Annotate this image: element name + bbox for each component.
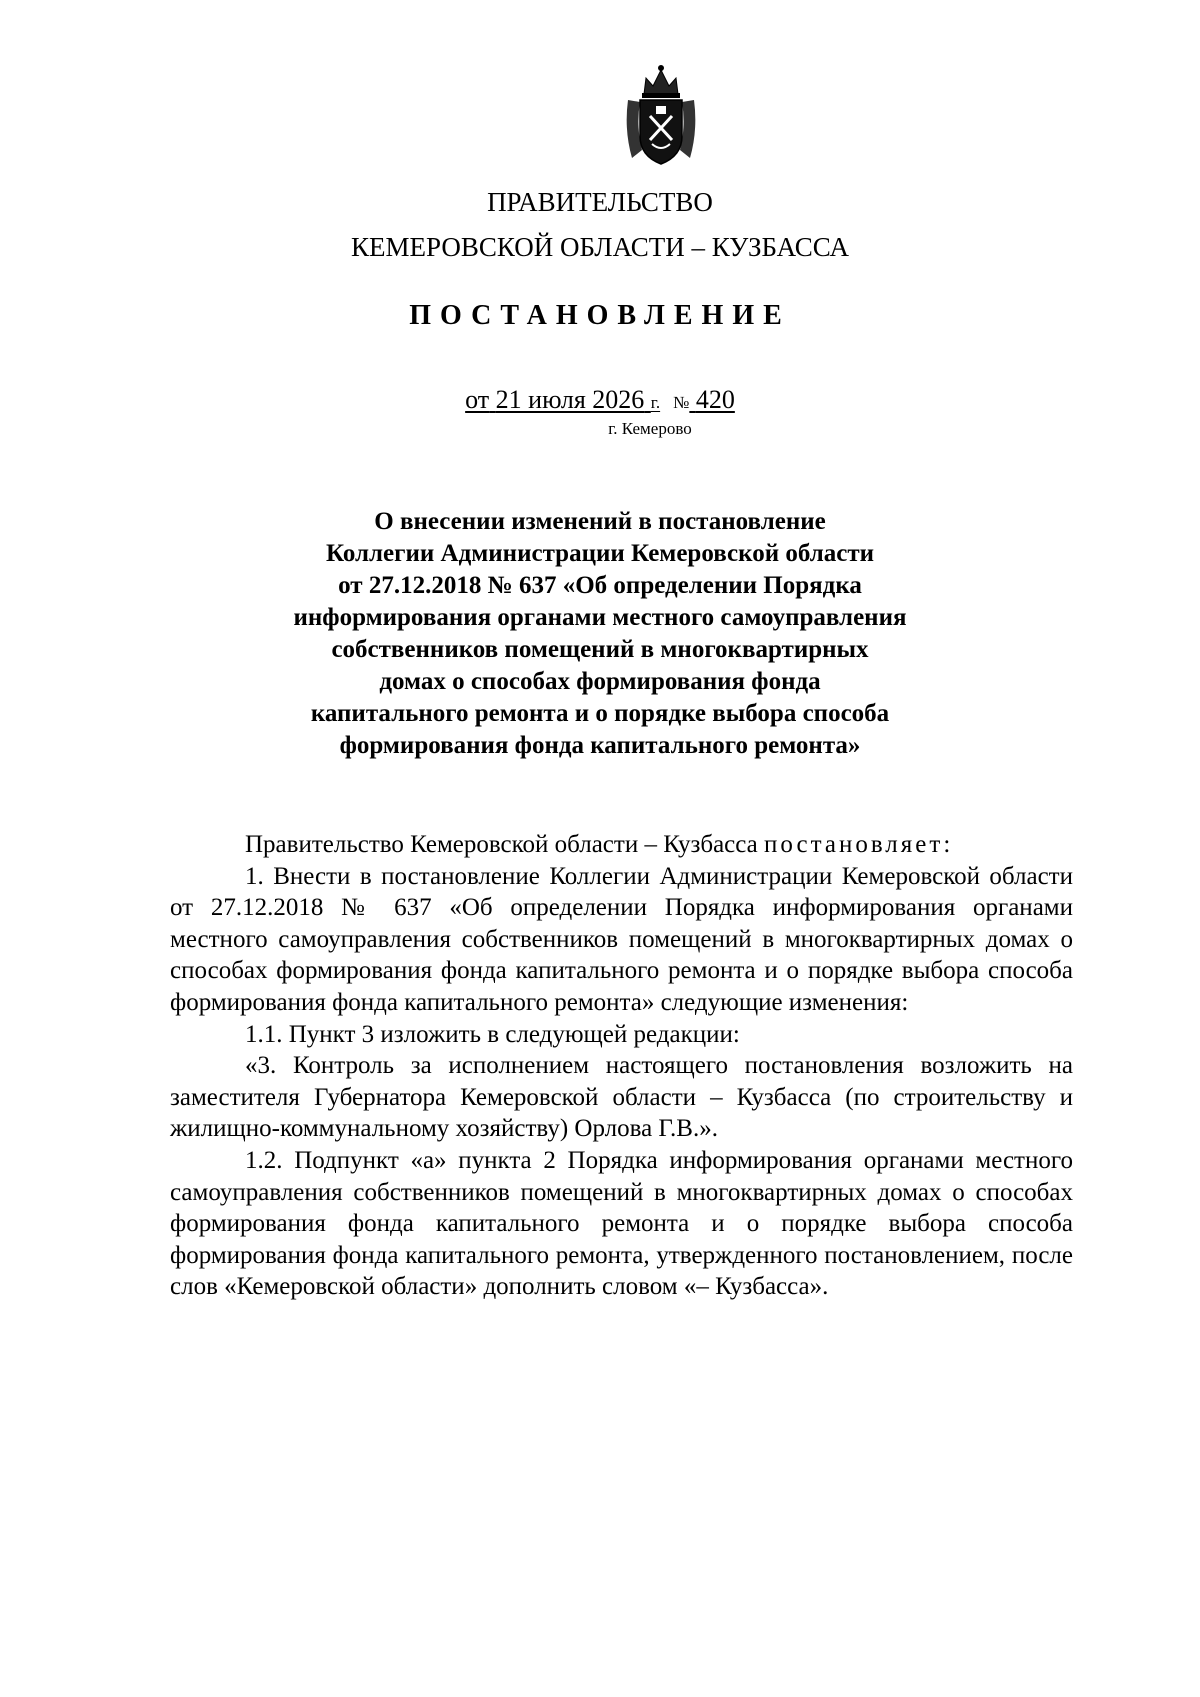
document-body [170,829,1073,1303]
coat-of-arms-icon [622,60,700,168]
preamble-colon: : [943,831,951,858]
paragraph-1-1-quote: «3. Контроль за исполнением настоящего постановления возложить на заместителя Губернатора Кемеровской области – Кузбасса (по строительству и жилищно-коммунальному хозяйству) Орлова Г.В.». [170,1052,1073,1143]
title-line: Коллегии Администрации Кемеровской области [325,540,875,567]
paragraph-1: 1. Внести в постановление Коллегии Администрации Кемеровской области от 27.12.2018 № 637 «Об определении Порядка информирования органами местного самоуправления собственников помещений в многоквартирных домах о способах формирования фонда капитального ремонта и о порядке выбора способа формирования фонда капитального ремонта» следующие изменения: [170,862,1073,1016]
date-prefix: от [465,385,490,414]
year-suffix: г. [650,393,661,412]
document-date: 21 июля 2026 [495,385,645,414]
preamble-text: Правительство Кемеровской области – Кузбасса [245,831,758,858]
document-city: г. Кемерово [608,419,692,438]
preamble-paragraph [170,829,1073,861]
title-line: от 27.12.2018 № 637 «Об определении Порядка [338,572,862,599]
organization-name-line-2: КЕМЕРОВСКОЙ ОБЛАСТИ – КУЗБАССА [351,232,849,262]
document-number: 420 [695,385,735,414]
title-line: О внесении изменений в постановление [374,508,826,535]
document-type-heading: ПОСТАНОВЛЕНИЕ [409,300,791,331]
city-line [0,418,1200,440]
document-dateline [0,385,1200,418]
title-line: информирования органами местного самоуправления [293,604,907,631]
organization-name-line-1: ПРАВИТЕЛЬСТВО [487,187,713,217]
title-line: формирования фонда капитального ремонта» [339,732,861,759]
preamble-verb: постановляет [764,831,944,858]
document-title [250,506,950,762]
coat-of-arms-emblem [622,60,700,168]
number-sign: № [673,393,690,412]
title-line: собственников помещений в многоквартирных [331,636,869,663]
title-line: домах о способах формирования фонда [379,668,821,695]
paragraph-1-1: 1.1. Пункт 3 изложить в следующей редакции: [245,1020,740,1048]
paragraph-1-2: 1.2. Подпункт «а» пункта 2 Порядка информирования органами местного самоуправления собственников помещений в многоквартирных домах о способах формирования фонда капитального ремонта и о порядке выбора способа формирования фонда капитального ремонта, утвержденного постановлением, после слов «Кемеровской области» дополнить словом «– Кузбасса». [170,1146,1073,1301]
title-line: капитального ремонта и о порядке выбора способа [310,700,890,727]
